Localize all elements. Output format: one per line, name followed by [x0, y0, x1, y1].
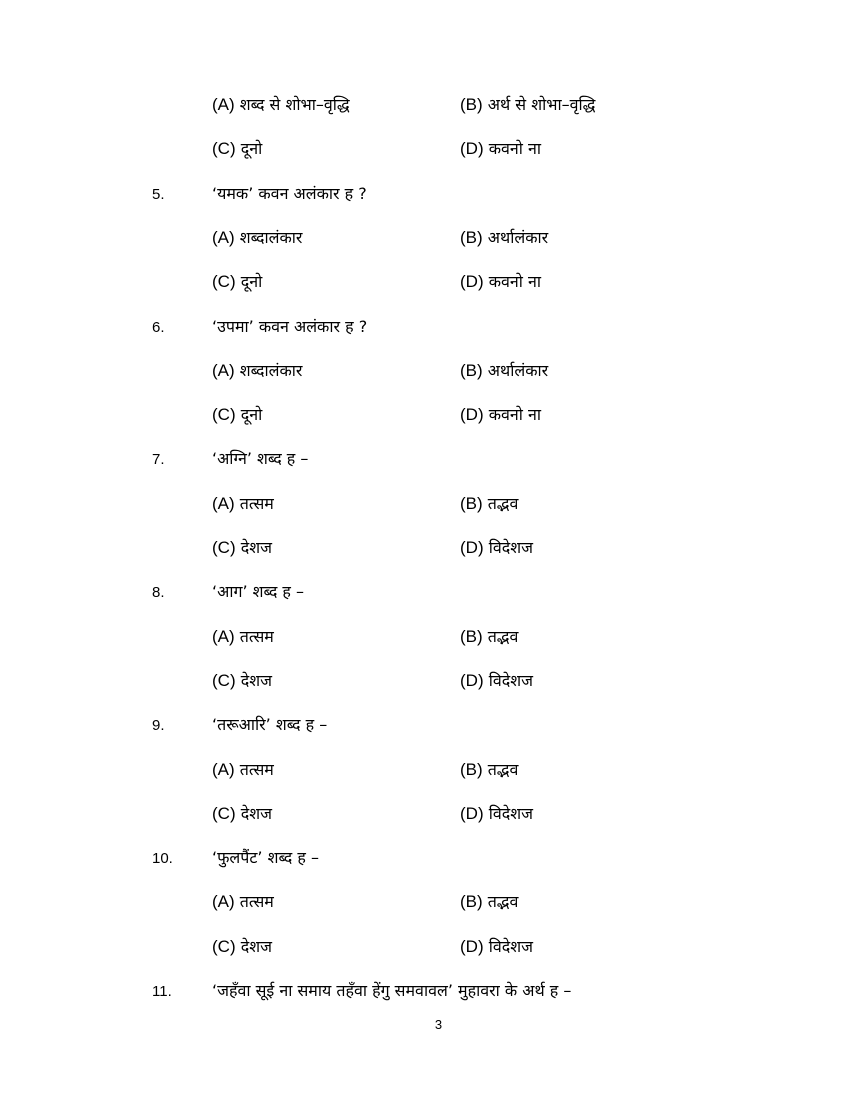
option-letter: (A) — [212, 760, 235, 779]
question-number: 9. — [152, 717, 165, 734]
answer-option — [460, 139, 541, 159]
answer-option — [212, 627, 274, 647]
option-text: तत्सम — [239, 760, 274, 779]
option-text: विदेशज — [488, 671, 533, 690]
answer-option — [212, 494, 274, 514]
answer-option — [460, 937, 533, 957]
answer-option — [460, 361, 548, 381]
answer-option — [212, 538, 272, 558]
option-text: तद्भव — [487, 627, 519, 646]
option-text: दूनो — [240, 272, 263, 291]
answer-option — [460, 627, 518, 647]
option-text: तद्भव — [487, 892, 519, 911]
question-number: 8. — [152, 584, 165, 601]
answer-option — [212, 139, 262, 159]
question-text: ‘उपमा’ कवन अलंकार ह ? — [212, 317, 368, 336]
answer-option — [212, 228, 302, 248]
answer-option — [212, 671, 272, 691]
option-text: अर्थालंकार — [487, 361, 549, 380]
option-letter: (D) — [460, 272, 484, 291]
option-text: तत्सम — [239, 494, 274, 513]
option-text: अर्थ से शोभा–वृद्धि — [487, 95, 596, 114]
answer-option — [212, 405, 262, 425]
option-letter: (D) — [460, 405, 484, 424]
option-letter: (B) — [460, 760, 483, 779]
option-text: कवनो ना — [488, 405, 542, 424]
page-number: 3 — [434, 1017, 443, 1032]
option-text: देशज — [240, 937, 272, 956]
option-letter: (C) — [212, 139, 236, 158]
answer-option — [460, 671, 533, 691]
answer-option — [460, 892, 518, 912]
option-letter: (D) — [460, 937, 484, 956]
option-letter: (B) — [460, 95, 483, 114]
answer-option — [212, 361, 302, 381]
option-letter: (B) — [460, 892, 483, 911]
option-letter: (A) — [212, 228, 235, 247]
answer-option — [460, 405, 541, 425]
option-text: विदेशज — [488, 937, 533, 956]
option-text: शब्दालंकार — [239, 228, 303, 247]
option-letter: (C) — [212, 804, 236, 823]
question-number: 5. — [152, 186, 165, 203]
answer-option — [460, 228, 548, 248]
option-letter: (C) — [212, 671, 236, 690]
option-text: देशज — [240, 538, 272, 557]
option-letter: (A) — [212, 494, 235, 513]
option-letter: (B) — [460, 361, 483, 380]
question-text: ‘यमक’ कवन अलंकार ह ? — [212, 184, 367, 203]
option-letter: (B) — [460, 627, 483, 646]
option-letter: (D) — [460, 804, 484, 823]
option-letter: (A) — [212, 627, 235, 646]
question-text: ‘जहँवा सूई ना समाय तहँवा हेंगु समवावल’ मुहावरा के अर्थ ह – — [212, 981, 572, 1000]
option-letter: (D) — [460, 139, 484, 158]
answer-option — [212, 892, 274, 912]
option-letter: (A) — [212, 892, 235, 911]
answer-option — [212, 760, 274, 780]
question-text: ‘फुलपैंट’ शब्द ह – — [212, 848, 319, 867]
option-text: देशज — [240, 671, 272, 690]
answer-option — [212, 937, 272, 957]
option-text: विदेशज — [488, 804, 533, 823]
answer-option — [212, 95, 350, 115]
question-text: ‘तरूआरि’ शब्द ह – — [212, 715, 328, 734]
option-text: कवनो ना — [488, 272, 542, 291]
option-letter: (B) — [460, 228, 483, 247]
answer-option — [460, 804, 533, 824]
option-text: अर्थालंकार — [487, 228, 549, 247]
option-text: विदेशज — [488, 538, 533, 557]
question-text: ‘आग’ शब्द ह – — [212, 582, 304, 601]
option-letter: (C) — [212, 405, 236, 424]
option-text: दूनो — [240, 139, 263, 158]
option-text: तत्सम — [239, 892, 274, 911]
option-letter: (B) — [460, 494, 483, 513]
answer-option — [212, 272, 262, 292]
option-letter: (D) — [460, 538, 484, 557]
question-number: 7. — [152, 451, 165, 468]
question-number: 10. — [152, 850, 173, 867]
answer-option — [460, 494, 518, 514]
option-text: शब्दालंकार — [239, 361, 303, 380]
question-number: 6. — [152, 319, 165, 336]
option-text: देशज — [240, 804, 272, 823]
option-text: कवनो ना — [488, 139, 542, 158]
question-text: ‘अग्नि’ शब्द ह – — [212, 449, 309, 468]
answer-option — [460, 272, 541, 292]
option-letter: (A) — [212, 361, 235, 380]
answer-option — [212, 804, 272, 824]
answer-option — [460, 538, 533, 558]
option-letter: (D) — [460, 671, 484, 690]
option-text: शब्द से शोभा–वृद्धि — [239, 95, 350, 114]
answer-option — [460, 95, 595, 115]
option-letter: (C) — [212, 937, 236, 956]
answer-option — [460, 760, 518, 780]
option-letter: (C) — [212, 272, 236, 291]
question-number: 11. — [152, 983, 172, 1000]
option-text: दूनो — [240, 405, 263, 424]
option-text: तत्सम — [239, 627, 274, 646]
option-text: तद्भव — [487, 760, 519, 779]
option-text: तद्भव — [487, 494, 519, 513]
option-letter: (A) — [212, 95, 235, 114]
option-letter: (C) — [212, 538, 236, 557]
